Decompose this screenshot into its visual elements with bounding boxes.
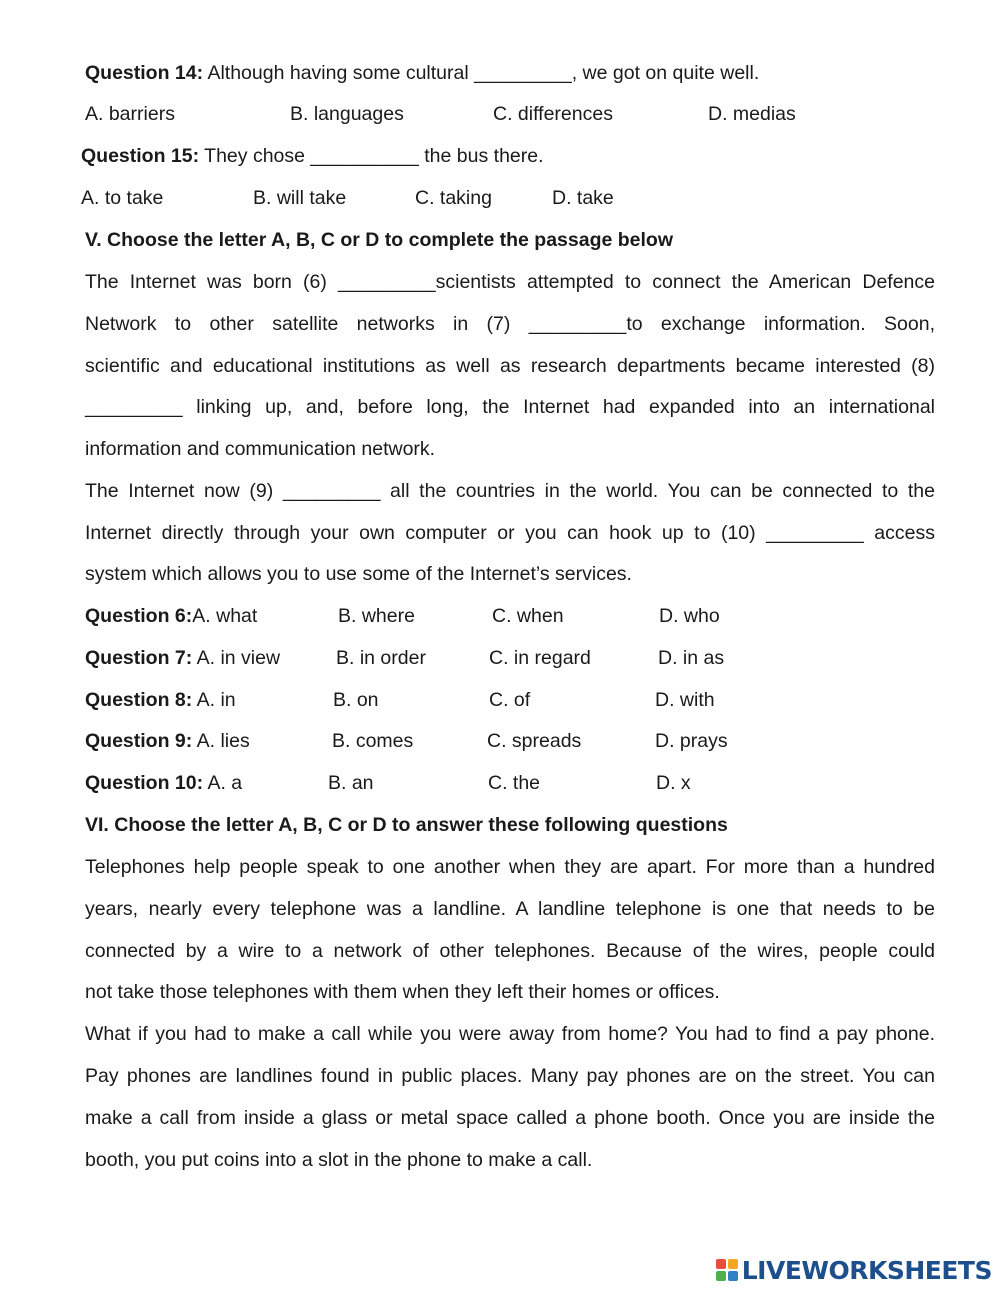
q15-option-c[interactable]: C. taking: [415, 187, 492, 209]
passage-6-line: connected by a wire to a network of other telephones. Because of the wires, people could: [85, 940, 935, 962]
q15-option-b[interactable]: B. will take: [253, 187, 347, 209]
q6-option-b[interactable]: B. where: [338, 605, 415, 627]
q10-option-d[interactable]: D. x: [656, 772, 691, 794]
q7-option-d[interactable]: D. in as: [658, 647, 725, 669]
passage-6-line: not take those telephones with them when they left their homes or offices.: [85, 981, 720, 1003]
passage-5-line: The Internet was born (6) _________scientists attempted to connect the American Defence: [85, 271, 935, 293]
q8-option-b[interactable]: B. on: [333, 689, 379, 711]
question-6-label: Question 6:: [85, 605, 193, 627]
question-15-options: [0, 186, 1000, 214]
passage-6-line: years, nearly every telephone was a landline. A landline telephone is one that needs to be: [85, 898, 935, 920]
q6-option-d[interactable]: D. who: [659, 605, 720, 627]
question-15-label: Question 15:: [81, 145, 200, 167]
q14-option-b[interactable]: B. languages: [290, 103, 404, 125]
q7-option-a[interactable]: A. in view: [192, 647, 281, 669]
q10-option-c[interactable]: C. the: [488, 772, 541, 794]
passage-5-line: information and communication network.: [85, 438, 436, 460]
passage-5-line: scientific and educational institutions as well as research departments became interested (8): [85, 355, 935, 377]
q8-option-d[interactable]: D. with: [655, 689, 715, 711]
section-5-heading: V. Choose the letter A, B, C or D to complete the passage below: [85, 229, 674, 251]
question-15-text: They chose __________ the bus there.: [199, 145, 544, 167]
question-15: [81, 144, 544, 168]
q6-option-a[interactable]: A. what: [192, 605, 258, 627]
q10-option-a[interactable]: A. a: [203, 772, 243, 794]
passage-5-line: Internet directly through your own computer or you can hook up to (10) _________ access: [85, 522, 935, 544]
passage-5-line: system which allows you to use some of the Internet’s services.: [85, 563, 632, 585]
q9-option-c[interactable]: C. spreads: [487, 730, 582, 752]
q14-option-c[interactable]: C. differences: [493, 103, 613, 125]
passage-5-line: _________ linking up, and, before long, the Internet had expanded into an international: [85, 396, 935, 418]
q15-option-d[interactable]: D. take: [552, 187, 614, 209]
question-7-row: [0, 646, 1000, 674]
question-7-label: Question 7:: [85, 647, 193, 669]
passage-5-line: The Internet now (9) _________ all the countries in the world. You can be connected to the: [85, 480, 935, 502]
passage-6-line: make a call from inside a glass or metal space called a phone booth. Once you are inside the: [85, 1107, 935, 1129]
q6-option-c[interactable]: C. when: [492, 605, 564, 627]
question-10-row: [0, 771, 1000, 799]
question-8-label: Question 8:: [85, 689, 193, 711]
q9-option-d[interactable]: D. prays: [655, 730, 728, 752]
liveworksheets-logo-icon: [716, 1259, 738, 1281]
q15-option-a[interactable]: A. to take: [81, 187, 164, 209]
question-14-text: Although having some cultural _________, we got on quite well.: [203, 62, 760, 84]
q9-option-b[interactable]: B. comes: [332, 730, 414, 752]
question-9-label: Question 9:: [85, 730, 193, 752]
q8-option-c[interactable]: C. of: [489, 689, 531, 711]
section-6-heading: VI. Choose the letter A, B, C or D to answer these following questions: [85, 814, 728, 836]
passage-5-line: Network to other satellite networks in (7) _________to exchange information. Soon,: [85, 313, 935, 335]
liveworksheets-logo: [716, 1255, 992, 1285]
question-10-label: Question 10:: [85, 772, 204, 794]
passage-6-line: What if you had to make a call while you were away from home? You had to find a pay phone.: [85, 1023, 935, 1045]
question-8-row: [0, 688, 1000, 716]
q10-option-b[interactable]: B. an: [328, 772, 374, 794]
q7-option-b[interactable]: B. in order: [336, 647, 426, 669]
passage-6-line: booth, you put coins into a slot in the phone to make a call.: [85, 1149, 593, 1171]
q14-option-a[interactable]: A. barriers: [85, 103, 175, 125]
q14-option-d[interactable]: D. medias: [708, 103, 796, 125]
question-14-options: [0, 102, 1000, 130]
question-9-row: [0, 729, 1000, 757]
question-14-label: Question 14:: [85, 62, 204, 84]
q8-option-a[interactable]: A. in: [192, 689, 236, 711]
q7-option-c[interactable]: C. in regard: [489, 647, 591, 669]
passage-6-line: Pay phones are landlines found in public places. Many pay phones are on the street. You can: [85, 1065, 935, 1087]
passage-6-line: Telephones help people speak to one another when they are apart. For more than a hundred: [85, 856, 935, 878]
question-6-row: [0, 604, 1000, 632]
question-14: [85, 61, 759, 85]
q9-option-a[interactable]: A. lies: [192, 730, 250, 752]
liveworksheets-logo-text: LIVEWORKSHEETS: [741, 1255, 992, 1285]
